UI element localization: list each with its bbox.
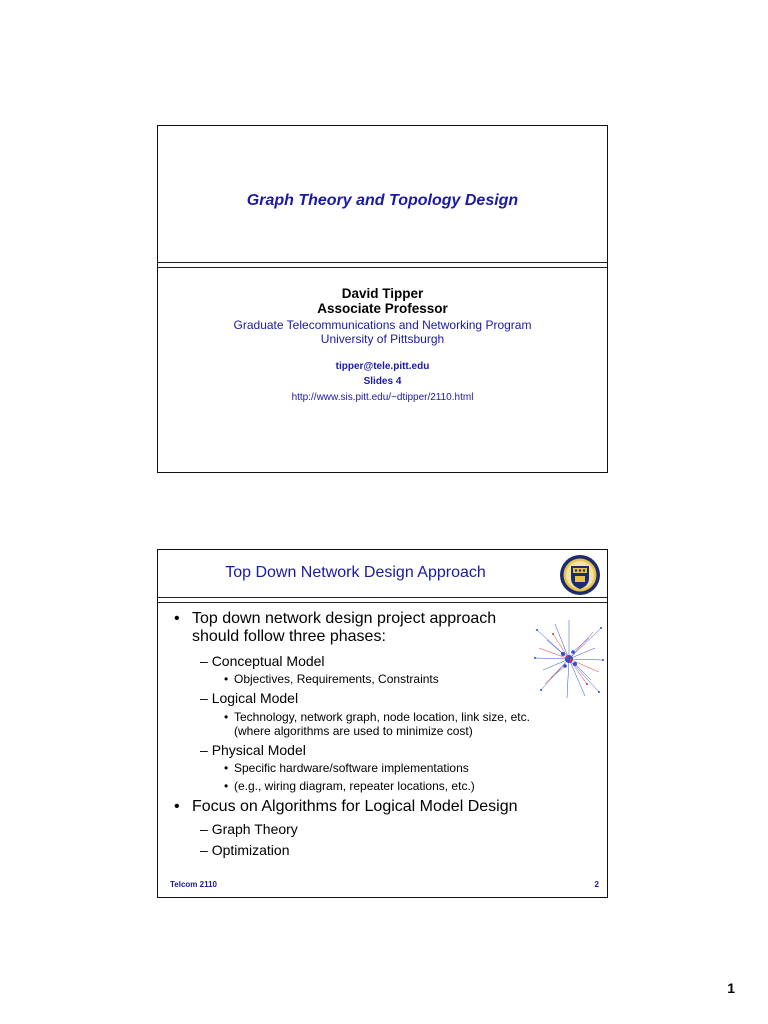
- detail-item: [224, 779, 475, 793]
- bullet-item: [174, 610, 496, 628]
- university-seal-icon: [559, 554, 601, 596]
- detail-text: Technology, network graph, node location, link size, etc.: [234, 710, 530, 724]
- author-role: Associate Professor: [317, 301, 448, 316]
- page-number: 1: [727, 980, 735, 996]
- phase-item: [200, 653, 325, 669]
- title-slide: [157, 125, 608, 473]
- dash-glyph: –: [200, 821, 208, 837]
- focus-text: Optimization: [211, 842, 290, 858]
- bullet-text: Top down network design project approach: [192, 610, 497, 627]
- slide-title: Graph Theory and Topology Design: [246, 192, 519, 209]
- dash-glyph: –: [200, 690, 208, 706]
- divider: [158, 597, 607, 603]
- network-graph-icon: [533, 618, 605, 700]
- bullet-item: [174, 798, 518, 816]
- dash-glyph: –: [200, 842, 208, 858]
- divider: [158, 262, 607, 268]
- university-name: University of Pittsburgh: [320, 332, 445, 346]
- detail-item: [224, 761, 469, 775]
- slides-label: Slides 4: [363, 376, 402, 387]
- author-name: David Tipper: [341, 286, 424, 301]
- content-slide: [157, 549, 608, 898]
- bullet-glyph: •: [224, 710, 229, 724]
- phase-item: [200, 690, 298, 706]
- footer-slide-number: 2: [594, 880, 599, 889]
- phase-text: Physical Model: [211, 742, 306, 758]
- bullet-glyph: •: [174, 798, 180, 815]
- phase-text: Conceptual Model: [211, 653, 325, 669]
- bullet-continuation: should follow three phases:: [192, 628, 386, 645]
- email-link[interactable]: tipper@tele.pitt.edu: [335, 361, 430, 372]
- slide-title: Top Down Network Design Approach: [225, 564, 486, 581]
- dash-glyph: –: [200, 653, 208, 669]
- focus-text: Graph Theory: [211, 821, 298, 837]
- bullet-glyph: •: [224, 761, 229, 775]
- detail-text: (e.g., wiring diagram, repeater locations, etc.): [234, 779, 475, 793]
- course-url-link[interactable]: http://www.sis.pitt.edu/~dtipper/2110.html: [291, 392, 474, 403]
- focus-item: [200, 842, 290, 858]
- slide-header: [158, 550, 607, 595]
- detail-continuation: (where algorithms are used to minimize cost): [234, 724, 473, 738]
- phase-item: [200, 742, 306, 758]
- detail-item: [224, 672, 439, 686]
- bullet-glyph: •: [174, 610, 180, 627]
- dash-glyph: –: [200, 742, 208, 758]
- focus-item: [200, 821, 298, 837]
- bullet-glyph: •: [224, 779, 229, 793]
- detail-item: [224, 710, 530, 724]
- bullet-glyph: •: [224, 672, 229, 686]
- phase-text: Logical Model: [211, 690, 299, 706]
- detail-text: Objectives, Requirements, Constraints: [234, 672, 439, 686]
- bullet-text: Focus on Algorithms for Logical Model Design: [192, 798, 518, 815]
- detail-text: Specific hardware/software implementations: [234, 761, 469, 775]
- footer-course: Telcom 2110: [170, 880, 217, 889]
- program-name: Graduate Telecommunications and Networking Program: [233, 318, 532, 332]
